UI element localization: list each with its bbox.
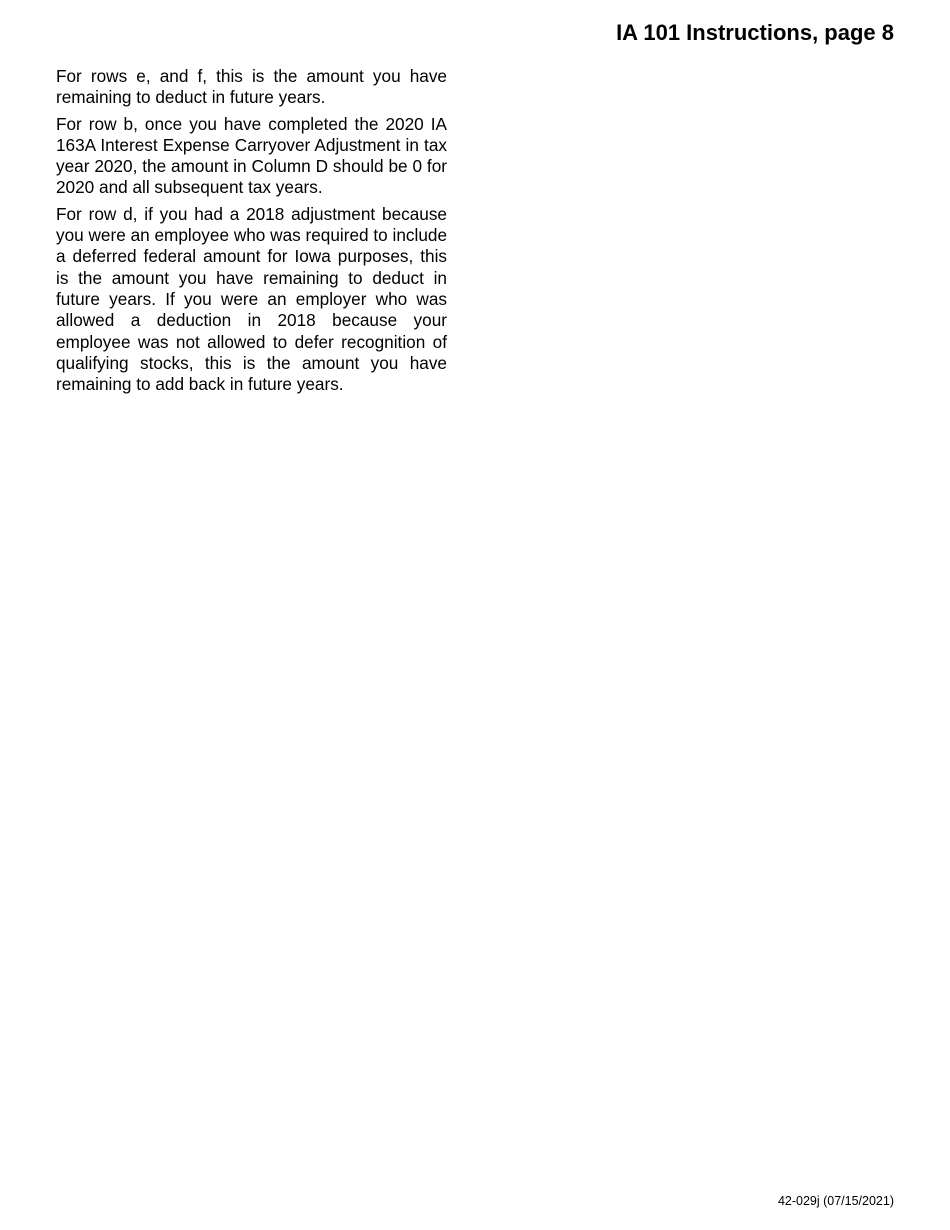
page-title: IA 101 Instructions, page 8 (616, 20, 894, 45)
paragraph-row-b: For row b, once you have completed the 2020 IA 163A Interest Expense Carryover Adjustment in tax year 2020, the amount in Column D should be 0 for 2020 and all subsequent tax years. (56, 113, 447, 198)
paragraph-row-d: For row d, if you had a 2018 adjustment because you were an employee who was required to include a deferred federal amount for Iowa purposes, this is the amount you have remaining to deduct in future years. If you were an employer who was allowed a deduction in 2018 because your employee was not allowed to defer recognition of qualifying stocks, this is the amount you have remaining to add back in future years. (56, 203, 447, 395)
paragraph-rows-e-f: For rows e, and f, this is the amount you have remaining to deduct in future years. (56, 66, 447, 108)
instructions-column (56, 66, 447, 400)
form-number-footer: 42-029j (07/15/2021) (777, 1194, 894, 1208)
